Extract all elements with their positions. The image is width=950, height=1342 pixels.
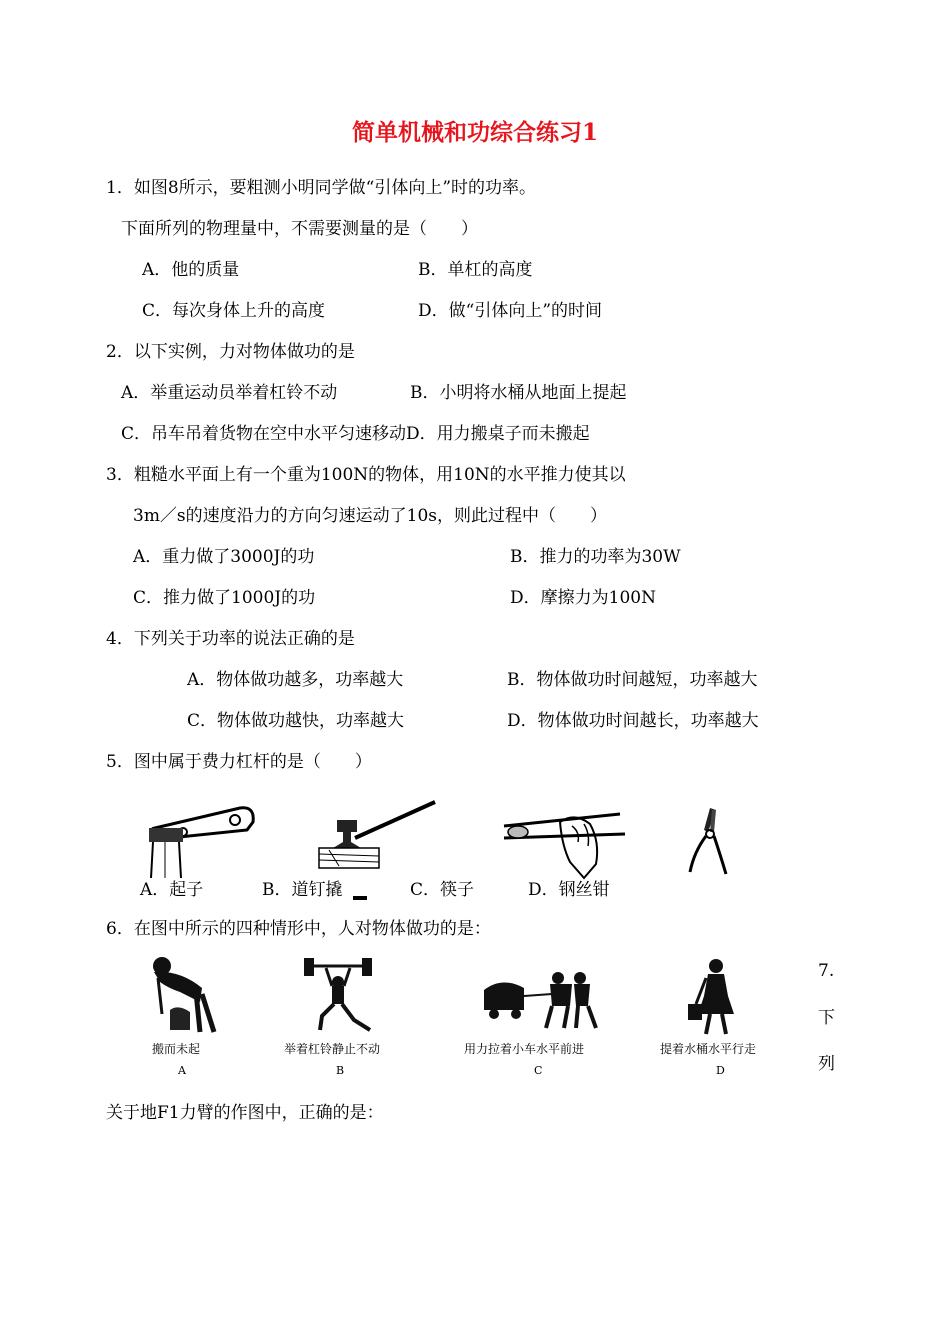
q3-option-a: A．重力做了3000J的功 [133, 547, 315, 567]
q5-stem: 5．图中属于费力杠杆的是（ ） [106, 752, 372, 772]
q4-option-a: A．物体做功越多，功率越大 [187, 670, 404, 690]
q5-option-c: C．筷子 [410, 880, 475, 900]
q2-option-b: B．小明将水桶从地面上提起 [410, 383, 627, 403]
q4-option-d: D．物体做功时间越长，功率越大 [507, 711, 759, 731]
figure-d-caption: 提着水桶水平行走 [660, 1042, 757, 1056]
pliers-figure [680, 806, 735, 878]
q1-stem: 1．如图8所示，要粗测小明同学做“引体向上”时的功率。 [106, 178, 537, 198]
q7-number: 7. [818, 961, 835, 981]
q4-option-b: B．物体做功时间越短，功率越大 [507, 670, 758, 690]
figure-d-carrying-bucket [680, 956, 750, 1036]
q1-option-d: D．做“引体向上”的时间 [418, 301, 603, 321]
q7-vertical-char-2: 列 [818, 1054, 835, 1074]
q7-vertical-char-1: 下 [818, 1008, 835, 1028]
figure-c-pulling-cart [480, 966, 606, 1036]
figure-b-caption: 举着杠铃静止不动 [284, 1042, 381, 1056]
figure-a-lifting [140, 952, 230, 1036]
q2-option-a: A．举重运动员举着杠铃不动 [121, 383, 338, 403]
q7-stem: 关于地F1力臂的作图中，正确的是： [106, 1103, 384, 1123]
q5-option-b: B．道钉撬 [262, 880, 343, 900]
q3-option-d: D．摩擦力为100N [510, 588, 656, 608]
q3-stem-2: 3m／s的速度沿力的方向匀速运动了10s，则此过程中（ ） [133, 506, 608, 526]
q2-option-cd: C．吊车吊着货物在空中水平匀速移动D．用力搬桌子而未搬起 [121, 424, 590, 444]
q5-option-d: D．钢丝钳 [528, 880, 610, 900]
q2-stem: 2．以下实例，力对物体做功的是 [106, 342, 355, 362]
q1-stem-2: 下面所列的物理量中，不需要测量的是（ ） [121, 219, 478, 239]
q6-stem: 6．在图中所示的四种情形中，人对物体做功的是： [106, 919, 491, 939]
chopsticks-figure [500, 802, 635, 882]
q3-option-c: C．推力做了1000J的功 [133, 588, 316, 608]
q1-option-b: B．单杠的高度 [418, 260, 533, 280]
q5-option-a: A．起子 [140, 880, 204, 900]
figure-c-letter: C [534, 1064, 543, 1077]
figure-d-letter: D [716, 1064, 725, 1077]
q1-option-c: C．每次身体上升的高度 [142, 301, 326, 321]
page-title: 简单机械和功综合练习1 [351, 119, 598, 146]
underline-mark [353, 896, 367, 900]
figure-a-caption: 搬而未起 [152, 1042, 201, 1056]
figure-c-caption: 用力拉着小车水平前进 [464, 1042, 585, 1056]
bottle-opener-figure [135, 800, 260, 880]
figure-b-barbell [298, 956, 378, 1036]
q3-stem: 3．粗糙水平面上有一个重为100N的物体，用10N的水平推力使其以 [106, 465, 626, 485]
q3-option-b: B．推力的功率为30W [510, 547, 681, 567]
q1-option-a: A．他的质量 [142, 260, 240, 280]
track-lever-figure [315, 798, 440, 880]
figure-b-letter: B [336, 1064, 345, 1077]
q4-option-c: C．物体做功越快，功率越大 [187, 711, 405, 731]
q4-stem: 4．下列关于功率的说法正确的是 [106, 629, 355, 649]
figure-a-letter: A [178, 1064, 186, 1077]
